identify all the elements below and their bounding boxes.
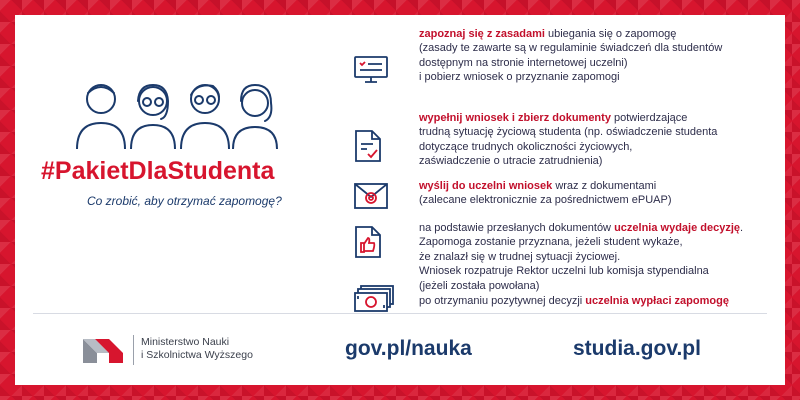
step-line: Zapomoga zostanie przyznana, jeżeli student wykaże, [419,236,683,249]
step-line: dotyczące trudnych okoliczności życiowych, [419,140,633,153]
logo-separator [133,335,134,365]
step-highlight-5: uczelnia wypłaci zapomogę [585,295,729,307]
step-rest-2: potwierdzające [610,112,688,124]
left-panel [15,15,345,315]
step-prefix-4: na podstawie przesłanych dokumentów [419,222,615,234]
link-gov-nauka[interactable]: gov.pl/nauka [345,337,472,360]
banknotes-icon [353,285,395,313]
footer [15,315,785,385]
step-line: dostępnym na stronie internetowej uczelni) [419,56,628,69]
ministry-line-2: i Szkolnictwa Wyższego [141,349,253,361]
document-thumbs-up-icon [353,225,383,259]
step-highlight-2: wypełnij wniosek i zbierz dokumenty [419,112,611,124]
step-rest-3: wraz z dokumentami [552,180,657,192]
step-text-4 [419,221,774,293]
step-line: trudną sytuację życiową studenta (np. oświadczenie studenta [419,126,718,139]
ministry-name [141,336,253,362]
monitor-checklist-icon [353,55,389,85]
document-check-icon [353,129,383,163]
students-group-icon [73,77,283,149]
ministry-logo-icon [83,337,123,363]
hashtag-title: #PakietDlaStudenta [41,157,275,185]
step-line: że znalazł się w trudnej sytuacji życiowej. [419,250,621,263]
step-highlight-4: uczelnia wydaje decyzję [614,222,741,234]
step-line: Wniosek rozpatruje Rektor uczelni lub komisja stypendialna [419,265,709,278]
step-line: (zasady te zawarte są w regulaminie świadczeń dla studentów [419,42,723,55]
subtitle-question: Co zrobić, aby otrzymać zapomogę? [87,194,282,208]
step-rest-1: ubiegania się o zapomogę [544,28,677,40]
info-card [15,15,785,385]
step-text-3 [419,179,774,208]
step-line: zaświadczenie o utracie zatrudnienia) [419,155,603,168]
step-line: (jeżeli została powołana) [419,279,540,292]
step-rest-4: . [740,222,744,234]
footer-divider [33,313,767,314]
step-line: i pobierz wniosek o przyznanie zapomogi [419,71,620,84]
step-text-1 [419,27,774,85]
step-prefix-5: po otrzymaniu pozytywnej decyzji [419,295,586,307]
ministry-line-1: Ministerstwo Nauki [141,336,230,348]
email-envelope-icon [353,181,389,211]
step-line: (zalecane elektronicznie za pośrednictwem ePUAP) [419,194,672,207]
step-highlight-1: zapoznaj się z zasadami [419,28,545,40]
step-text-2 [419,111,774,169]
step-highlight-3: wyślij do uczelni wniosek [419,180,553,192]
step-text-5 [419,294,774,308]
link-studia-gov[interactable]: studia.gov.pl [573,337,701,360]
